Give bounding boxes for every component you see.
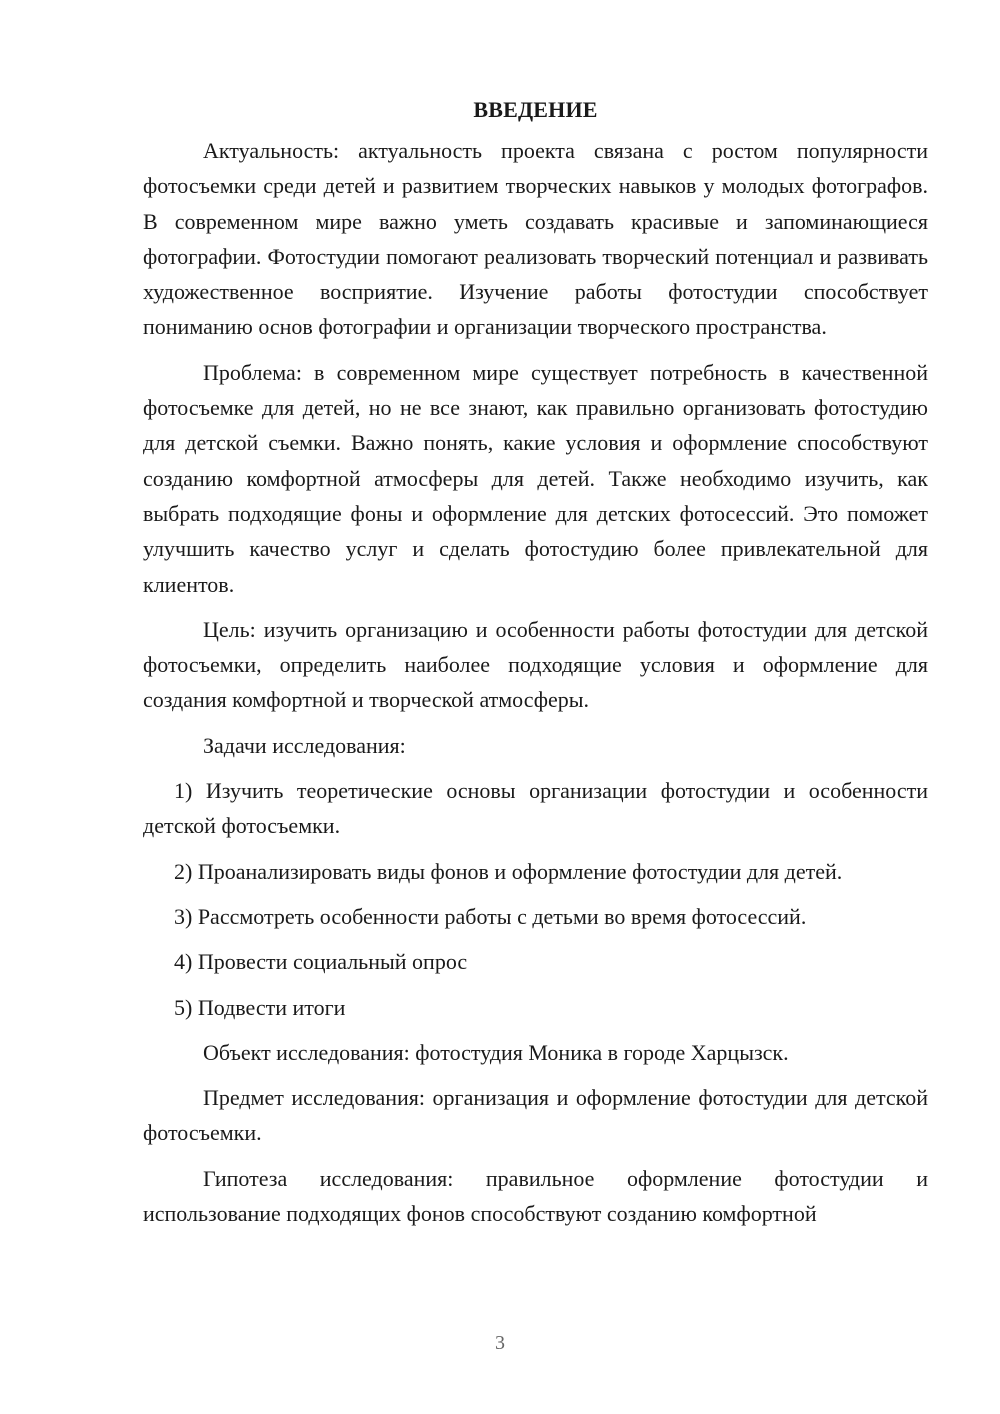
tasks-title: Задачи исследования:: [203, 732, 406, 758]
task-item: 4) Провести социальный опрос: [174, 949, 468, 975]
paragraph-hypothesis: Гипотеза исследования: правильное оформление фотостудии и использование подходящих фонов способствуют созданию комфортной: [143, 1165, 928, 1227]
paragraph-subject: Предмет исследования: организация и оформление фотостудии для детской фотосъемки.: [143, 1085, 928, 1146]
page-title: ВВЕДЕНИЕ: [473, 97, 598, 122]
paragraph-relevance: Актуальность: актуальность проекта связана с ростом популярности фотосъемки среди детей и развитием творческих навыков у молодых фотографов. В современном мире важно уметь создавать красивые и запоминающиеся фотографии. Фотостудии помогают реализовать творческий потенциал и развивать художественное восприятие. Изучение работы фотостудии способствует пониманию основ фотографии и организации творческого пространства.: [143, 138, 928, 340]
paragraph-problem: Проблема: в современном мире существует потребность в качественной фотосъемке для детей, но не все знают, как правильно организовать фотостудию для детской съемки. Важно понять, какие условия и оформление способствуют созданию комфортной атмосферы для детей. Также необходимо изучить, как выбрать подходящие фоны и оформление для детских фотосессий. Это поможет улучшить качество услуг и сделать фотостудию более привлекательной для клиентов.: [143, 359, 928, 597]
task-item: 3) Рассмотреть особенности работы с детьми во время фотосессий.: [174, 903, 807, 929]
task-item: 2) Проанализировать виды фонов и оформление фотостудии для детей.: [174, 858, 843, 884]
page-number: 3: [495, 1332, 505, 1354]
paragraph-goal: Цель: изучить организацию и особенности работы фотостудии для детской фотосъемки, определить наиболее подходящие условия и оформление для создания комфортной и творческой атмосферы.: [143, 616, 928, 713]
document-page: [143, 92, 928, 1241]
paragraph-object: Объект исследования: фотостудия Моника в городе Харцызск.: [203, 1039, 789, 1065]
task-item: 1) Изучить теоретические основы организации фотостудии и особенности детской фотосъемки.: [143, 778, 928, 839]
task-item: 5) Подвести итоги: [174, 994, 346, 1020]
